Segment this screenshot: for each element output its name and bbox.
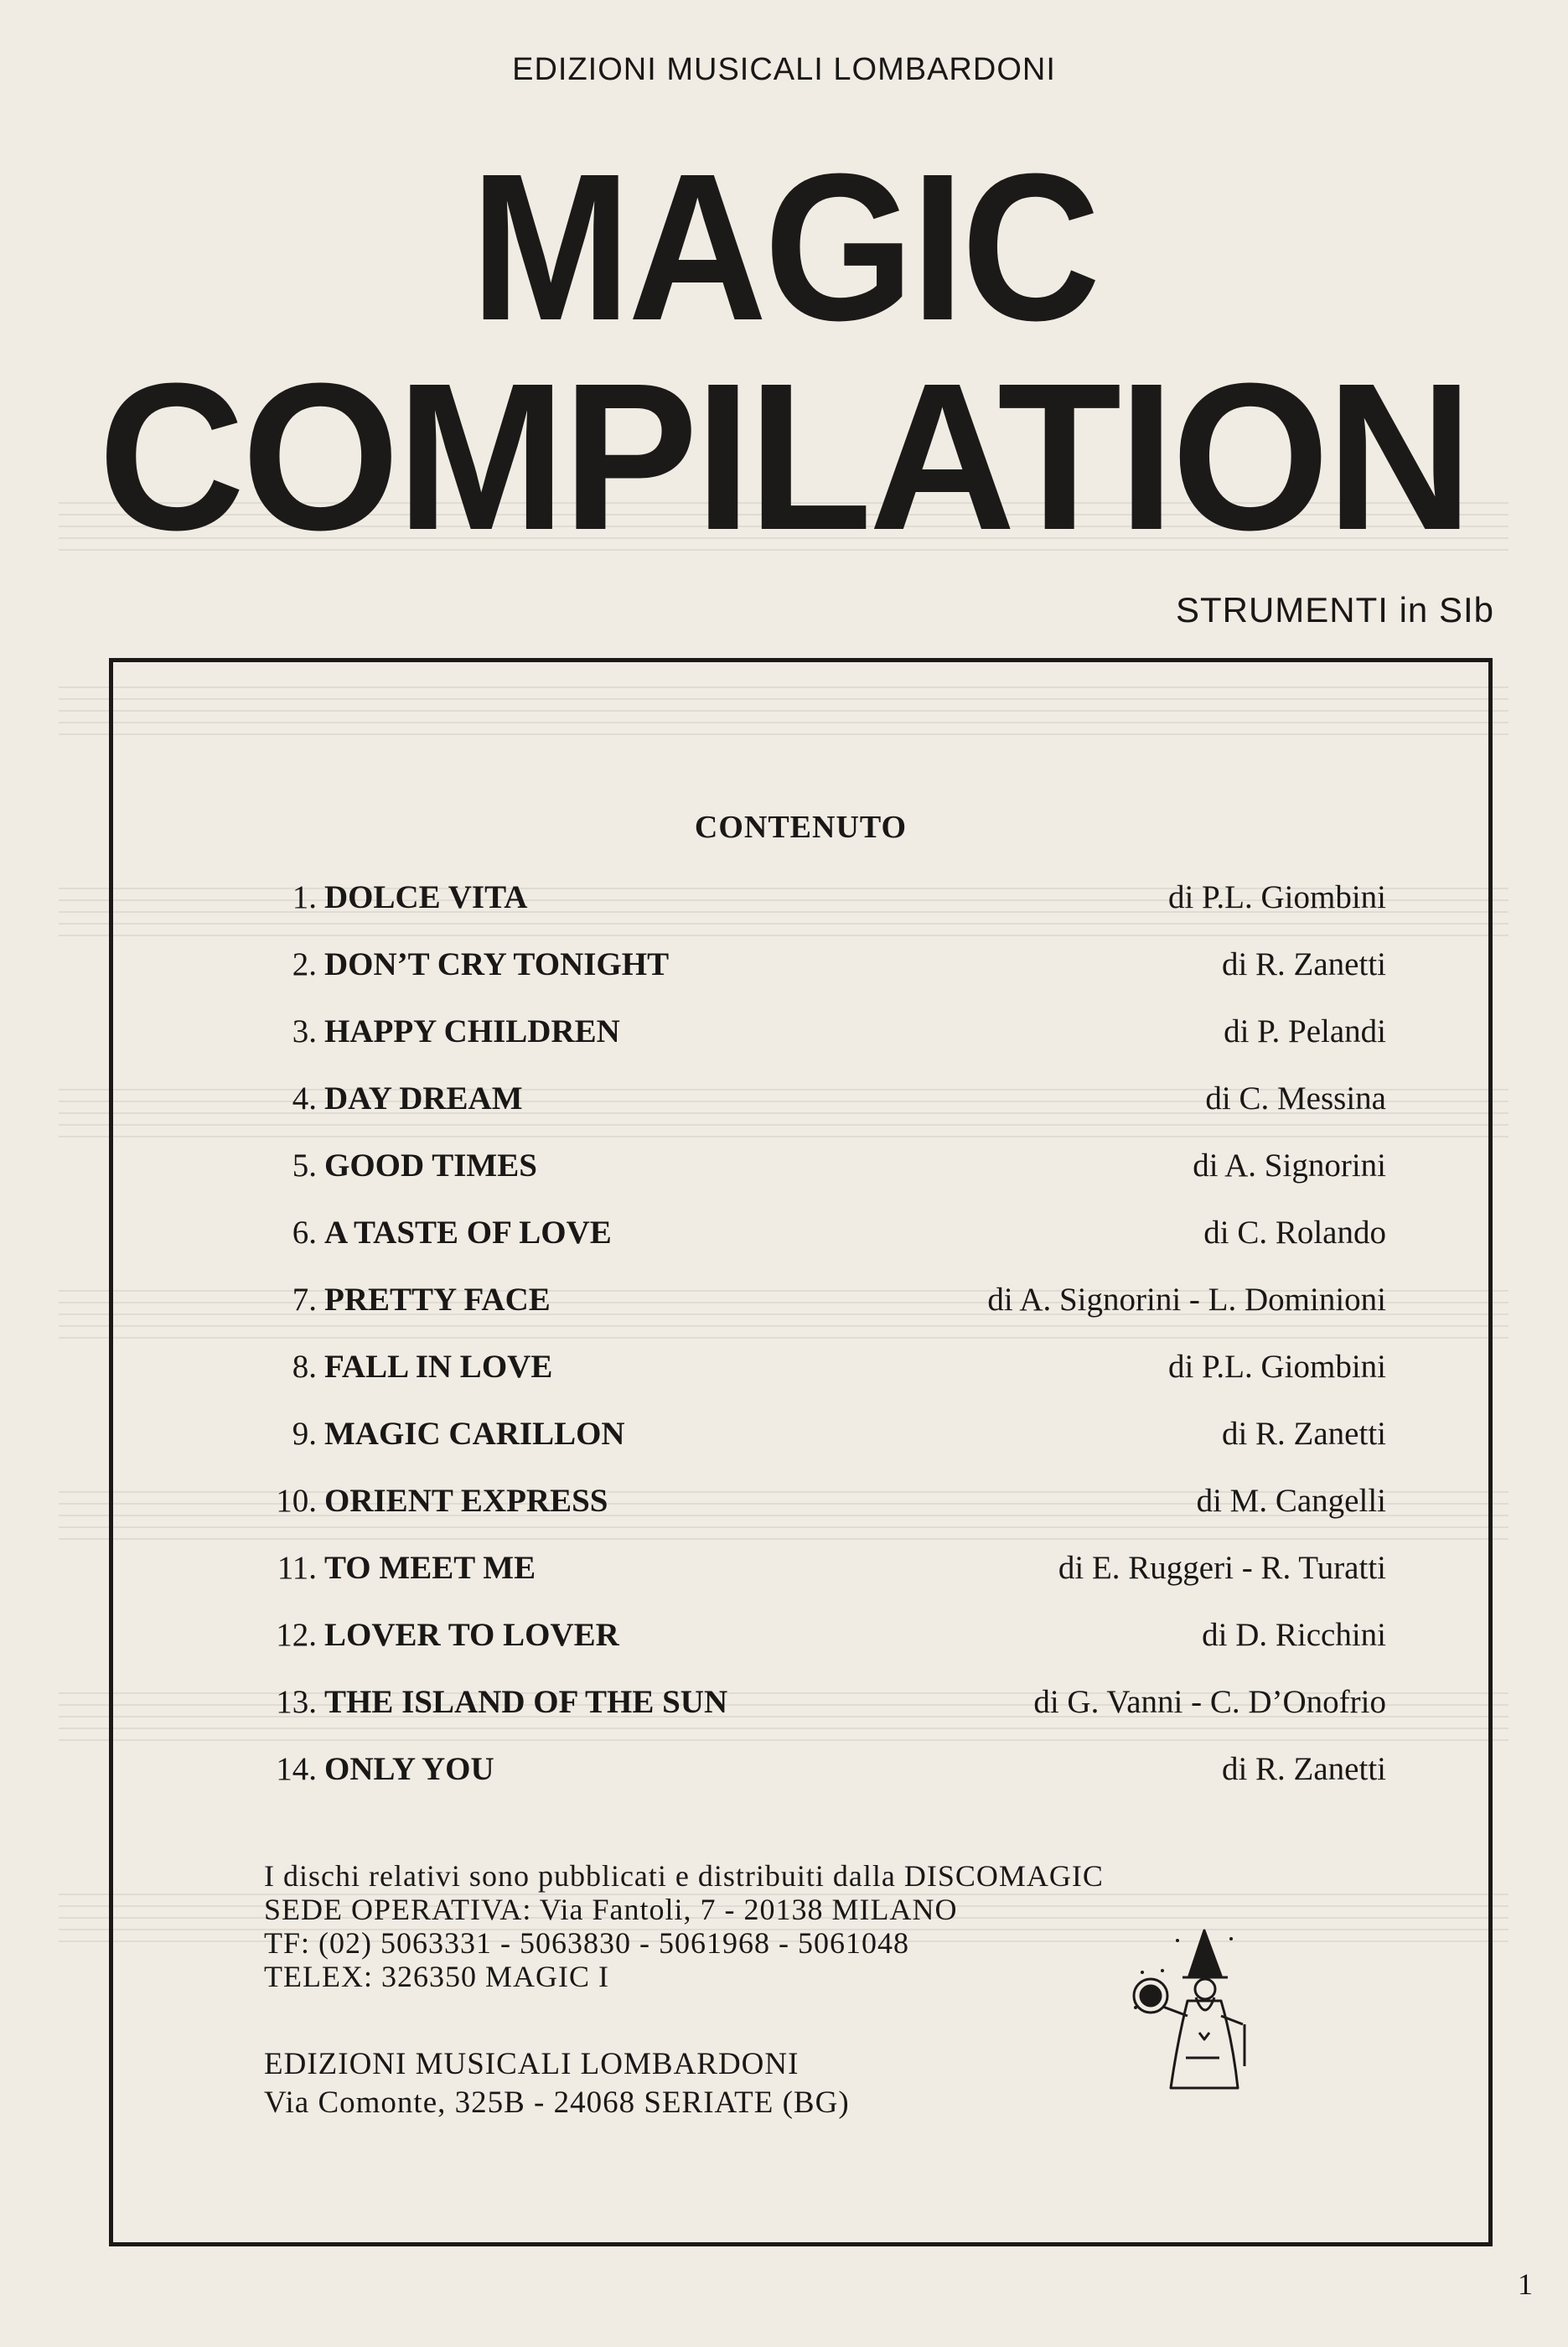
song-author: di C. Rolando	[1203, 1215, 1386, 1251]
song-author: di M. Cangelli	[1196, 1483, 1386, 1519]
list-item	[113, 946, 1488, 1013]
song-title: DAY DREAM	[324, 1080, 523, 1117]
publisher-block	[264, 2045, 850, 2122]
phone-numbers: TF: (02) 5063331 - 5063830 - 5061968 - 5061048	[264, 1926, 909, 1960]
contents-heading: CONTENUTO	[694, 810, 908, 845]
item-number: 10.	[276, 1483, 317, 1519]
song-title: THE ISLAND OF THE SUN	[324, 1684, 728, 1720]
song-title: MAGIC CARILLON	[324, 1416, 625, 1452]
song-author: di P.L. Giombini	[1167, 879, 1386, 915]
song-author: di P.L. Giombini	[1167, 1349, 1386, 1385]
song-author: di D. Ricchini	[1202, 1617, 1386, 1653]
wizard-icon	[1127, 1924, 1253, 2096]
song-title: FALL IN LOVE	[324, 1349, 553, 1385]
list-item	[113, 1214, 1488, 1281]
distribution-info	[264, 1859, 1104, 1993]
list-item	[113, 1415, 1488, 1482]
item-number: 5.	[292, 1148, 317, 1184]
list-item	[113, 1683, 1488, 1750]
item-number: 2.	[292, 946, 317, 982]
telex-number: TELEX: 326350 MAGIC I	[264, 1960, 609, 1993]
contents-frame	[109, 658, 1493, 2246]
song-author: di R. Zanetti	[1221, 1416, 1386, 1452]
item-number: 8.	[292, 1349, 317, 1385]
song-title: DON’T CRY TONIGHT	[324, 946, 670, 982]
song-title: A TASTE OF LOVE	[324, 1215, 612, 1251]
song-author: di A. Signorini - L. Dominioni	[987, 1282, 1386, 1318]
song-title: GOOD TIMES	[324, 1148, 537, 1184]
list-item	[113, 1147, 1488, 1214]
list-item	[113, 1549, 1488, 1616]
list-item	[113, 1616, 1488, 1683]
item-number: 4.	[292, 1080, 317, 1117]
publisher-address: Via Comonte, 325B - 24068 SERIATE (BG)	[264, 2085, 850, 2120]
publisher-name: EDIZIONI MUSICALI LOMBARDONI	[264, 2047, 800, 2081]
item-number: 12.	[276, 1617, 317, 1653]
song-author: di E. Ruggeri - R. Turatti	[1058, 1550, 1386, 1586]
song-author: di C. Messina	[1205, 1080, 1386, 1117]
item-number: 1.	[292, 879, 317, 915]
list-item	[113, 1348, 1488, 1415]
page-number: 1	[1518, 2267, 1533, 2301]
office-address: SEDE OPERATIVA: Via Fantoli, 7 - 20138 MILANO	[264, 1893, 958, 1926]
list-item	[113, 878, 1488, 946]
item-number: 3.	[292, 1013, 317, 1049]
song-title: HAPPY CHILDREN	[324, 1013, 620, 1049]
distribution-line: I dischi relativi sono pubblicati e distribuiti dalla DISCOMAGIC	[264, 1859, 1104, 1893]
song-title: PRETTY FACE	[324, 1282, 551, 1318]
item-number: 7.	[292, 1282, 317, 1318]
list-item	[113, 1080, 1488, 1147]
list-item	[113, 1013, 1488, 1080]
song-title: ORIENT EXPRESS	[324, 1483, 608, 1519]
item-number: 9.	[292, 1416, 317, 1452]
item-number: 11.	[277, 1550, 317, 1586]
song-author: di R. Zanetti	[1221, 1751, 1386, 1787]
song-author: di G. Vanni - C. D’Onofrio	[1033, 1684, 1386, 1720]
contents-list	[113, 878, 1488, 1817]
publisher-header: EDIZIONI MUSICALI LOMBARDONI	[512, 52, 1056, 87]
title-line-1: MAGIC	[470, 130, 1098, 364]
title-line-2: COMPILATION	[98, 339, 1470, 573]
item-number: 14.	[276, 1751, 317, 1787]
item-number: 6.	[292, 1215, 317, 1251]
song-title: TO MEET ME	[324, 1550, 536, 1586]
song-title: LOVER TO LOVER	[324, 1617, 619, 1653]
list-item	[113, 1750, 1488, 1817]
song-author: di R. Zanetti	[1221, 946, 1386, 982]
song-title: ONLY YOU	[324, 1751, 494, 1787]
song-author: di P. Pelandi	[1224, 1013, 1386, 1049]
song-author: di A. Signorini	[1193, 1148, 1386, 1184]
song-title: DOLCE VITA	[324, 879, 528, 915]
list-item	[113, 1281, 1488, 1348]
instrument-subtitle: STRUMENTI in SIb	[1175, 590, 1494, 629]
item-number: 13.	[276, 1684, 317, 1720]
list-item	[113, 1482, 1488, 1549]
